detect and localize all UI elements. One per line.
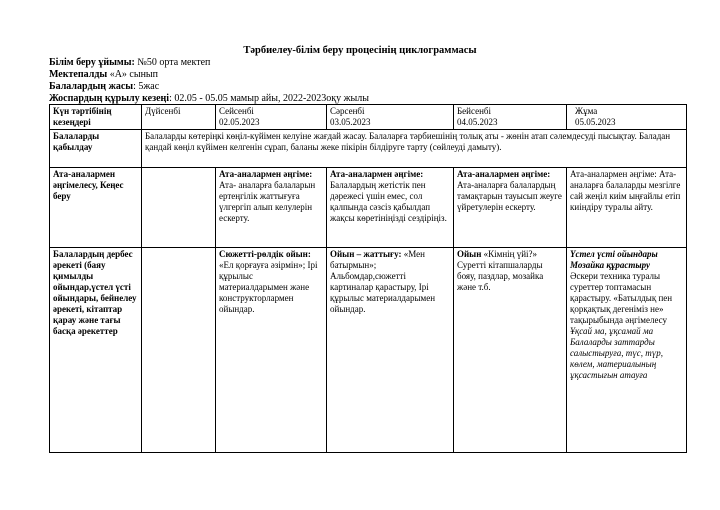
cell-tuesday xyxy=(216,248,327,453)
day-name: Бейсенбі xyxy=(457,106,491,116)
meta-label: Мектепалды xyxy=(49,69,108,80)
cell-heading: Үстел үсті ойындары xyxy=(570,249,658,259)
table-header-row xyxy=(50,105,687,130)
cell-heading: Ата-аналармен әңгіме: xyxy=(330,169,424,179)
cell-wednesday xyxy=(327,168,454,248)
cell-subheading: Мозайка құрастыру xyxy=(570,260,651,270)
meta-label: Балалардың жасы xyxy=(49,81,134,92)
row-label: Балаларды қабылдау xyxy=(50,130,142,168)
meta-organization xyxy=(49,57,210,69)
cell-thursday xyxy=(454,168,567,248)
cell-text: Балалардың жетістік пен дәрежесі үшін емес, сол қалпында сәзсіз қабылдап жақсы көретініңізді сездіріңіз. xyxy=(330,180,447,223)
day-date: 02.05.2023 xyxy=(219,117,260,127)
cyclogram-table xyxy=(49,104,687,453)
meta-value: «А» сынып xyxy=(107,69,158,80)
meta-age xyxy=(49,81,159,93)
header-day-tuesday xyxy=(216,105,327,130)
cell-text: «Ел қорғауға әзірмін»; Ірі құрылыс материалдарымен және конструкторлармен ойындар. xyxy=(219,260,318,314)
cell-text: Әскери техника туралы суреттер топтамасын қарастыру. «Батылдық пен қорқақтық дегеніміз не» тақырыбында әңгімелесу xyxy=(570,271,673,325)
meta-value: : 5жас xyxy=(133,81,160,92)
header-day-monday xyxy=(142,105,216,130)
day-date: 05.05.2023 xyxy=(575,117,616,127)
row-label: Ата-аналармен әңгімелесу, Кеңес беру xyxy=(50,168,142,248)
meta-value: №50 орта мектеп xyxy=(134,57,211,68)
cell-thursday xyxy=(454,248,567,453)
table-row-reception xyxy=(50,130,687,168)
reception-text: Балаларды көтеріңкі көңіл-күйімен келуіне жағдай жасау. Балаларға тәрбиешінің толық аты - жөнін атап сәлемдесуді пысықтау. Баладан қандай көңіл күйімен келгенін сұрап, баланы жеке пікірін білдіруге тарту (сөйлеуді дамыту). xyxy=(142,130,687,168)
table-row-parents xyxy=(50,168,687,248)
day-date: 04.05.2023 xyxy=(457,117,498,127)
page-title: Тәрбиелеу-білім беру процесінің циклограммасы xyxy=(243,45,477,56)
cell-tuesday xyxy=(216,168,327,248)
meta-value: : 02.05 - 05.05 мамыр айы, 2022-2023оқу жылы xyxy=(169,93,369,104)
header-day-wednesday xyxy=(327,105,454,130)
meta-label: Білім беру ұйымы: xyxy=(49,57,135,68)
header-day-thursday xyxy=(454,105,567,130)
day-name: Дүйсенбі xyxy=(145,106,181,116)
cell-heading: Ата-аналармен әңгіме: xyxy=(219,169,313,179)
header-day-friday xyxy=(567,105,687,130)
day-name: Сейсенбі xyxy=(219,106,254,116)
table-row-activities xyxy=(50,248,687,453)
cell-friday xyxy=(567,248,687,453)
cell-monday xyxy=(142,168,216,248)
cell-italic-text: Ұқсай ма, ұқсамай ма Балаларды заттарды салыстыруға, түс, түр, көлем, материалының ұқсастығын атауға xyxy=(570,326,664,380)
cell-heading: Ата-аналармен әңгіме: xyxy=(457,169,551,179)
day-name: Сәрсенбі xyxy=(330,106,365,116)
day-date: 03.05.2023 xyxy=(330,117,371,127)
cell-text: Ата- аналарға балаларын ертеңгілік жаттығуға үлгергіп алып келулерін ескерту. xyxy=(219,180,316,223)
row-label: Балалардың дербес әрекеті (баяу қимылды ойындар,үстел үсті ойындары, бейнелеу әрекеті, кітаптар қарау және тағы басқа әрекеттер xyxy=(50,248,142,453)
meta-group xyxy=(49,69,158,81)
cell-friday: Ата-аналармен әңгіме: Ата-аналарға балаларды мезгілге сай жеңіл киім ыңғайлы етіп киіндіру туралы айту. xyxy=(567,168,687,248)
header-stage: Күн тәртібінің кезеңдері xyxy=(50,105,142,130)
cell-monday xyxy=(142,248,216,453)
cell-wednesday xyxy=(327,248,454,453)
cell-heading: Ойын – жаттығу: xyxy=(330,249,402,259)
cell-text: «Мен батырмын»; Альбомдар,сюжетті картиналар қарастыру, Ірі құрылыс материалдарымен ойындар. xyxy=(330,249,436,314)
meta-label: Жоспардың құрылу кезеңі xyxy=(49,93,170,104)
day-name: Жұма xyxy=(575,106,598,116)
cell-text: Ата-аналарға балалардың тамақтарын тауысып жеуге үйретулерін ескерту. xyxy=(457,180,562,212)
cell-heading: Ойын xyxy=(457,249,482,259)
cell-text: «Кімнің үйі?» Суретті кітапшаларды бояу, паздлар, мозайка және т.б. xyxy=(457,249,544,292)
cell-heading: Сюжетті-рөлдік ойын: xyxy=(219,249,311,259)
